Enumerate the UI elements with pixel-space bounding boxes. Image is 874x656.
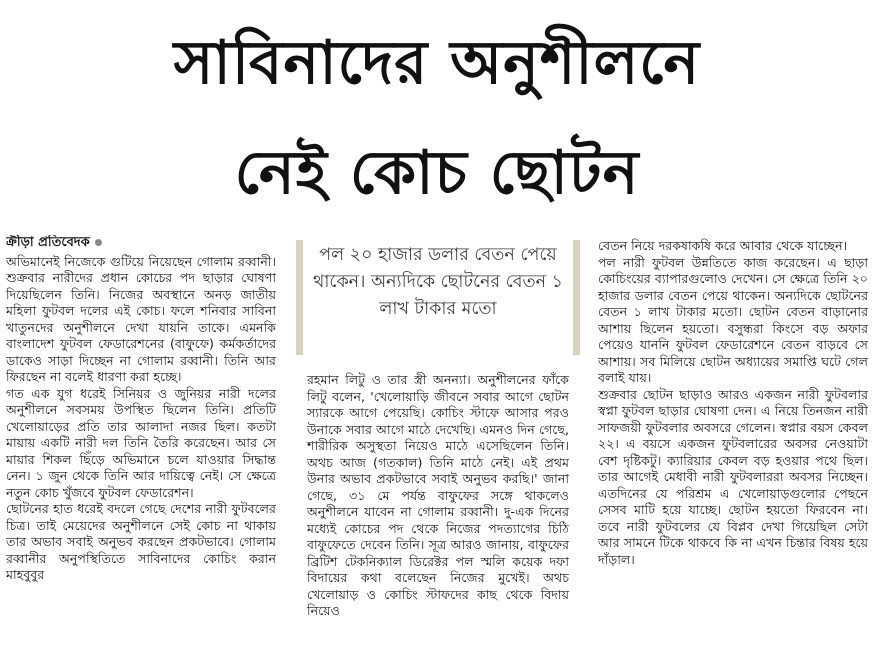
byline [6, 235, 276, 252]
paragraph: পল নারী ফুটবল উন্নতিতে কাজ করেছেন। এ ছাড়া কোচিংয়ের ব্যাপারগুলোও দেখেন। সে ক্ষেত্রে তিনি ২০ হাজার ডলার বেতন পেয়ে থাকেন। অন্যদিকে ছোটনের বেতন ১ লাখ টাকার মতো। ছোটন বেতন বাড়ানোর আশায় ছিলেন হয়তো। বসুন্ধরা কিংসে বড় অফার পেয়েও যাননি ফুটবল ফেডারেশনে বেতন বাড়বে সে আশায়। সব মিলিয়ে ছোটন অধ্যায়ের সমাপ্তি ঘটে গেল বলাই যায়। [598, 254, 868, 385]
bullet-icon [95, 239, 102, 246]
headline-line-2: নেই কোচ ছোটন [234, 138, 640, 208]
pull-quote-text: পল ২০ হাজার ডলার বেতন পেয়ে থাকেন। অন্যদিকে ছোটনের বেতন ১ লাখ টাকার মতো [313, 245, 563, 319]
paragraph: শুক্রবার ছোটন ছাড়াও আরও একজন নারী ফুটবলার স্বপ্না ফুটবল ছাড়ার ঘোষণা দেন। এ নিয়ে তিনজন নারী সাফজয়ী ফুটবলার অবসরে গেলেন। স্বপ্নার বয়স কেবল ২২। এ বয়সে একজন ফুটবলারের অবসর নেওয়াটা বেশ দৃষ্টিকটু। ক্যারিয়ার কেবল বড় হওয়ার পথে ছিল। তার আগেই মেধাবী নারী ফুটবলাররা অবসর নিচ্ছেন। এতদিনের যে পরিশ্রম এ খেলোয়াড়গুলোর পেছনে সেসব মাটি হয়ে যাচ্ছে। ছোটন হয়তো ফিরবেন না। তবে নারী ফুটবলের যে বিপ্লব দেখা গিয়েছিল সেটা আর সামনে টিকে থাকবে কি না এখন চিন্তার বিষয় হয়ে দাঁড়াল। [598, 386, 868, 567]
pull-quote-bar-left [296, 240, 303, 355]
article-column-middle [307, 372, 569, 620]
byline-text: ক্রীড়া প্রতিবেদক [6, 235, 90, 250]
paragraph: অভিমানেই নিজেকে গুটিয়ে নিয়েছেন গোলাম রব্বানী। শুক্রবার নারীদের প্রধান কোচের পদ ছাড়ার ঘোষণা দিয়েছিলেন তিনি। নিজের অবস্থানে অনড় জাতীয় মহিলা ফুটবল দলের এই কোচ। ফলে শনিবার সাবিনা খাতুনদের অনুশীলনে দেখা যায়নি তাকে। এমনকি বাংলাদেশ ফুটবল ফেডারেশনের (বাফুফে) কর্মকর্তাদের ডাকেও সাড়া দিচ্ছেন না গোলাম রব্বানী। তিনি আর ফিরছেন না বলেই ধারণা করা হচ্ছে। [6, 253, 276, 384]
headline-line-1: সাবিনাদের অনুশীলনে [173, 28, 701, 98]
pull-quote [296, 240, 580, 355]
pull-quote-bar-right [573, 240, 580, 355]
article-column-right [598, 238, 868, 656]
article-column-left [6, 235, 276, 653]
paragraph: রহমান লিটু ও তার স্ত্রী অনন্যা। অনুশীলনের ফাঁকে লিটু বলেন, 'খেলোয়াড়ি জীবনে সবার আগে ছোটন স্যারকে আগে পেয়েছি। কোচিং স্টাফে আসার পরও উনাকে সবার আগে মাঠে দেখেছি। এমনও দিন গেছে, শারীরিক অসুস্থতা নিয়েও মাঠে এসেছিলেন তিনি। অথচ আজ (গতকাল) তিনি মাঠে নেই। এই প্রথম উনার অভাব প্রকটভাবে সবাই অনুভব করছি।' জানা গেছে, ৩১ মে পর্যন্ত বাফুফের সঙ্গে থাকলেও অনুশীলনে যাবেন না গোলাম রব্বানী। দু-এক দিনের মধ্যেই কোচের পদ থেকে নিজের পদত্যাগের চিঠি বাফুফেতে দেবেন তিনি। সূত্র আরও জানায়, বাফুফের ব্রিটিশ টেকনিক্যাল ডিরেক্টর পল স্মলি কয়েক দফা বিদায়ের কথা বলেছেন নিজের মুখেই। অথচ খেলোয়াড় ও কোচিং স্টাফদের কাছ থেকে বিদায় নিয়েও [307, 372, 569, 618]
paragraph: বেতন নিয়ে দরকষাকষি করে আবার থেকে যাচ্ছেন। [598, 238, 848, 253]
paragraph: গত এক যুগ ধরেই সিনিয়র ও জুনিয়র নারী দলের অনুশীলনে সবসময় উপস্থিত ছিলেন তিনি। প্রতিটি খেলোয়াড়ের প্রতি তার আলাদা নজর ছিল। কতটা মায়ায় একটি নারী দল তিনি তৈরি করেছেন। আর সে মায়ার শিকল ছিঁড়ে অভিমানে চলে যাওয়ার সিদ্ধান্ত নেন। ১ জুন থেকে তিনি আর দায়িত্বে নেই। সে ক্ষেত্রে নতুন কোচ খুঁজবে ফুটবল ফেডারেশন। [6, 385, 276, 500]
paragraph: ছোটনের হাত ধরেই বদলে গেছে দেশের নারী ফুটবলের চিত্র। তাই মেয়েদের অনুশীলনে সেই কোচ না থাকায় তার অভাব সবাই অনুভব করছেন প্রকটভাবে। গোলাম রব্বানীর অনুপস্থিতিতে সাবিনাদের কোচিং করান মাহবুবুর [6, 501, 276, 582]
